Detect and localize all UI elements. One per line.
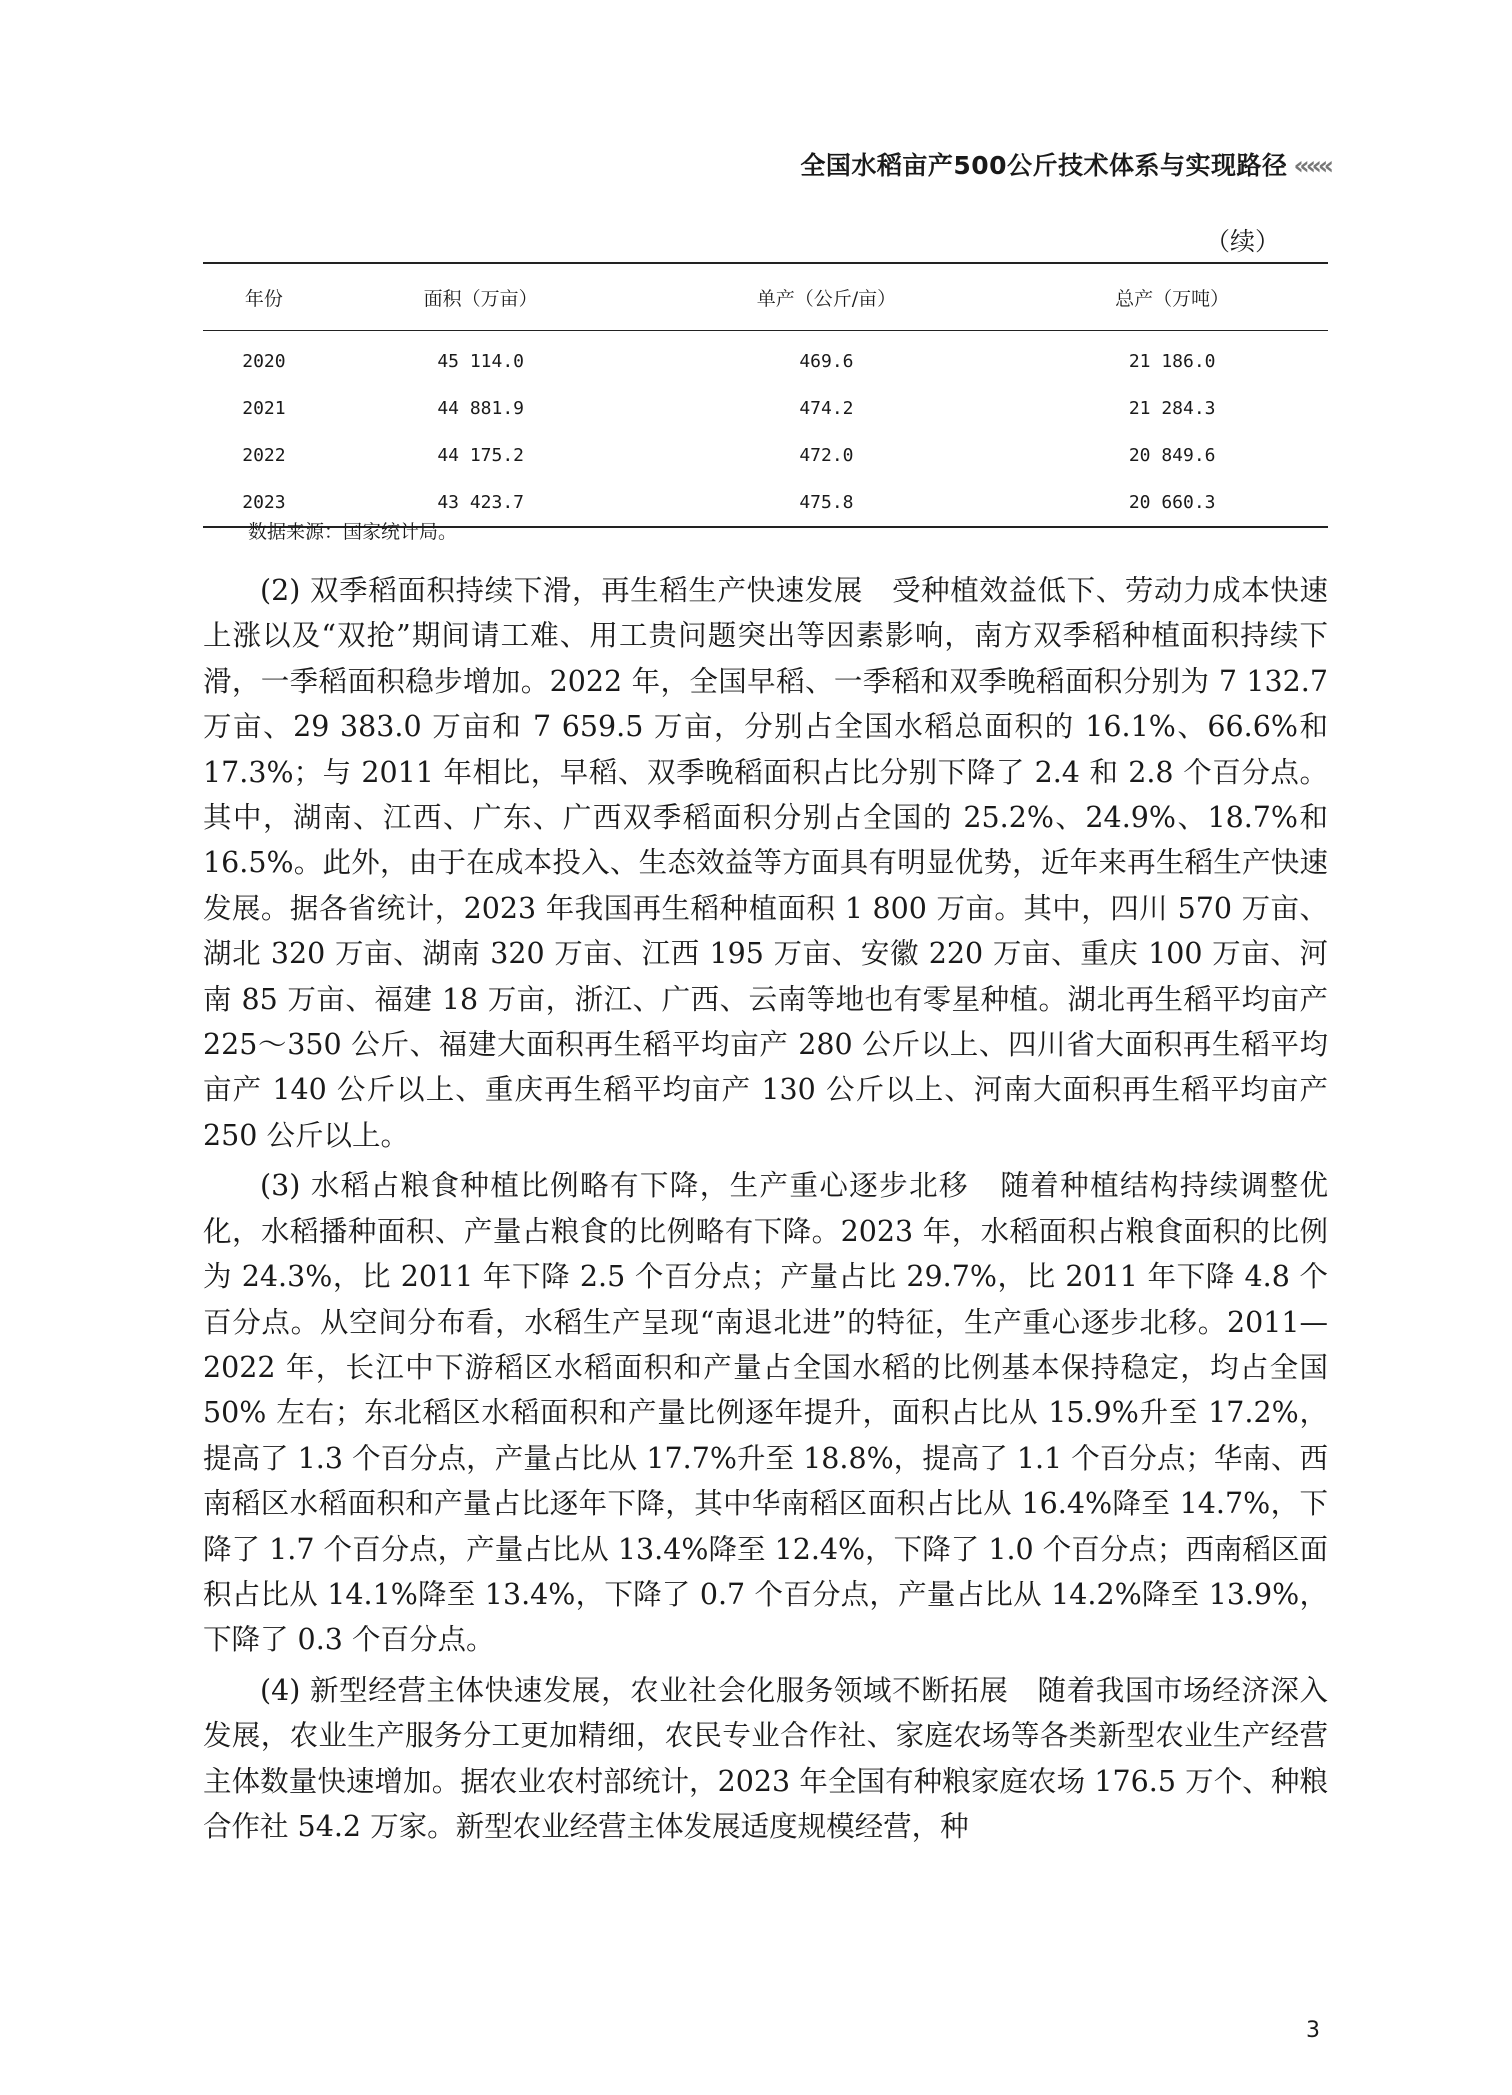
paragraph: [203, 1668, 1328, 1850]
paragraph: [203, 1163, 1328, 1662]
column-header-year: 年份: [244, 287, 283, 310]
table-row: [203, 385, 1328, 432]
table-cell: 2020: [242, 351, 286, 372]
running-header: [0, 146, 1330, 182]
paragraph-heading: (2) 双季稻面积持续下滑，再生稻生产快速发展: [260, 574, 864, 607]
table-cell: 475.8: [799, 492, 854, 513]
table-cell: 2021: [242, 398, 286, 419]
table-row: [203, 432, 1328, 479]
table-cell: 2022: [242, 445, 286, 466]
column-header-yield: 单产（公斤/亩）: [756, 287, 897, 310]
paragraph-text: 随着我国市场经济深入发展，农业生产服务分工更加精细，农民专业合作社、家庭农场等各类新型农业生产经营主体数量快速增加。据农业农村部统计，2023 年全国有种粮家庭农场 176.5 万个、种粮合作社 54.2 万家。新型农业经营主体发展适度规模经营，种: [203, 1673, 1328, 1843]
column-header-area: 面积（万亩）: [423, 287, 538, 310]
table-cell: 21 284.3: [1128, 398, 1216, 419]
statistics-table: [203, 262, 1328, 528]
table-cell: 20 849.6: [1128, 445, 1216, 466]
table-source-note: 数据来源：国家统计局。: [248, 521, 458, 543]
table-cell: 43 423.7: [437, 492, 525, 513]
paragraph: [203, 568, 1328, 1158]
paragraph-text: 随着种植结构持续调整优化，水稻播种面积、产量占粮食的比例略有下降。2023 年，水稻面积占粮食面积的比例为 24.3%，比 2011 年下降 2.5 个百分点；产量占比 29.7%，比 2011 年下降 4.8 个百分点。从空间分布看，水稻生产呈现“南退北进”的特征，生产重心逐步北移。2011—2022 年，长江中下游稻区水稻面积和产量占全国水稻的比例基本保持稳定，均占全国 50% 左右；东北稻区水稻面积和产量比例逐年提升，面积占比从 15.9%升至 17.2%，提高了 1.3 个百分点，产量占比从 17.7%升至 18.8%，提高了 1.1 个百分点；华南、西南稻区水稻面积和产量占比逐年下降，其中华南稻区面积占比从 16.4%降至 14.7%，下降了 1.7 个百分点，产量占比从 13.4%降至 12.4%，下降了 1.0 个百分点；西南稻区面积占比从 14.1%降至 13.4%，下降了 0.7 个百分点，产量占比从 14.2%降至 13.9%，下降了 0.3 个百分点。: [203, 1169, 1328, 1657]
table-cell: 474.2: [799, 398, 854, 419]
table-row: [203, 331, 1328, 386]
column-header-output: 总产（万吨）: [1115, 287, 1230, 310]
chevron-left-icon: «««: [1293, 151, 1330, 180]
page-number: 3: [1306, 2018, 1320, 2043]
header-title: 全国水稻亩产500公斤技术体系与实现路径: [800, 151, 1288, 180]
table-cell: 44 175.2: [437, 445, 525, 466]
body-text: [203, 568, 1328, 1854]
table-cell: 469.6: [799, 351, 854, 372]
paragraph-heading: (4) 新型经营主体快速发展，农业社会化服务领域不断拓展: [260, 1673, 1009, 1707]
paragraph-text: 受种植效益低下、劳动力成本快速上涨以及“双抢”期间请工难、用工贵问题突出等因素影响，南方双季稻种植面积持续下滑，一季稻面积稳步增加。2022 年，全国早稻、一季稻和双季晚稻面积分别为 7 132.7 万亩、29 383.0 万亩和 7 659.5 万亩，分别占全国水稻总面积的 16.1%、66.6%和 17.3%；与 2011 年相比，早稻、双季晚稻面积占比分别下降了 2.4 和 2.8 个百分点。其中，湖南、江西、广东、广西双季稻面积分别占全国的 25.2%、24.9%、18.7%和 16.5%。此外，由于在成本投入、生态效益等方面具有明显优势，近年来再生稻生产快速发展。据各省统计，2023 年我国再生稻种植面积 1 800 万亩。其中，四川 570 万亩、湖北 320 万亩、湖南 320 万亩、江西 195 万亩、安徽 220 万亩、重庆 100 万亩、河南 85 万亩、福建 18 万亩，浙江、广西、云南等地也有零星种植。湖北再生稻平均亩产 225～350 公斤、福建大面积再生稻平均亩产 280 公斤以上、四川省大面积再生稻平均亩产 140 公斤以上、重庆再生稻平均亩产 130 公斤以上、河南大面积再生稻平均亩产 250 公斤以上。: [203, 574, 1328, 1152]
paragraph-heading: (3) 水稻占粮食种植比例略有下降，生产重心逐步北移: [260, 1169, 969, 1203]
table-cell: 20 660.3: [1128, 492, 1216, 513]
table-header-row: [203, 263, 1328, 331]
table-cell: 21 186.0: [1128, 351, 1216, 372]
table-cell: 45 114.0: [437, 351, 525, 372]
table-cell: 44 881.9: [437, 398, 525, 419]
table-continued-label: （续）: [1204, 227, 1280, 256]
table-cell: 2023: [242, 492, 286, 513]
table-cell: 472.0: [799, 445, 854, 466]
